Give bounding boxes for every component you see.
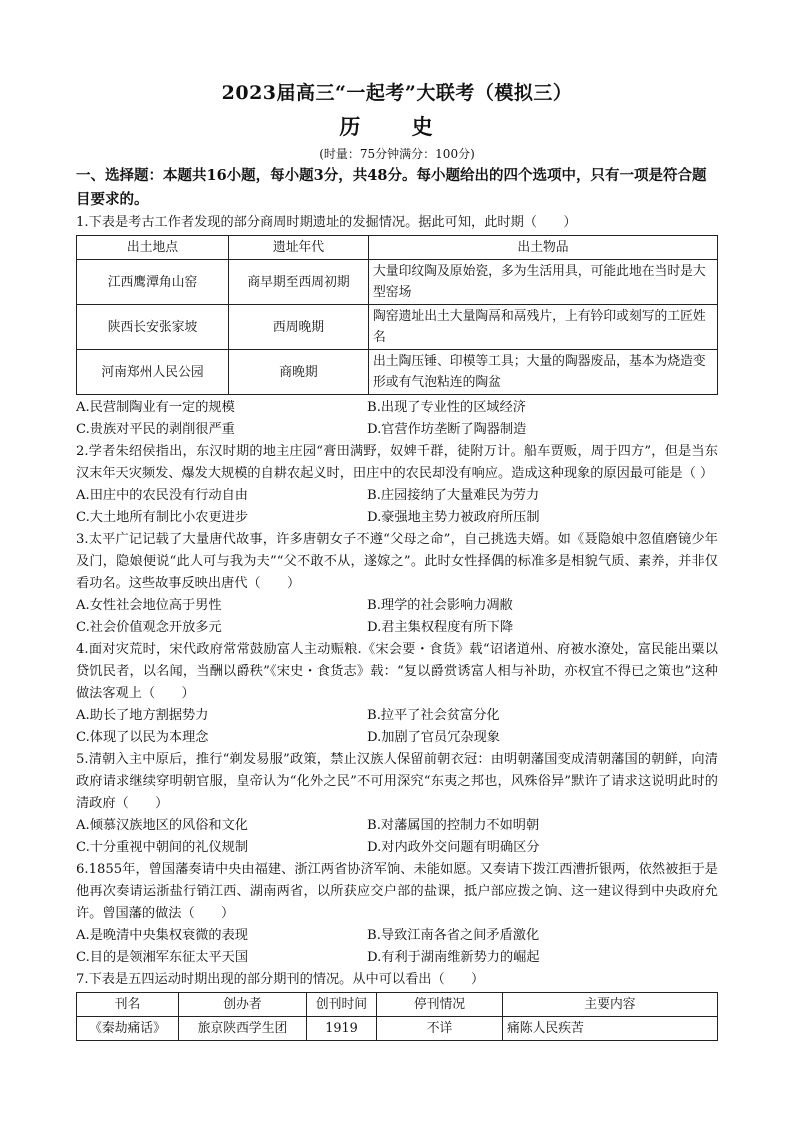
table-header-cell: 创刊时间 xyxy=(307,993,377,1017)
question-stem: 6.1855年，曾国藩奏请中央由福建、浙江两省协济军饷、未能如愿。又奏请下拨江西漕折银两，依然被拒于是他再次奏请运浙盐行销江西、湖南两省，以所获应交户部的盐课，抵户部应拨之饷、这一建议得到中央政府允许。曾国藩的做法（ ） xyxy=(76,862,718,921)
answer-options xyxy=(76,705,718,749)
option-a: A.倾慕汉族地区的风俗和文化 xyxy=(76,818,248,833)
answer-options xyxy=(76,595,718,639)
option-c: C.社会价值观念开放多元 xyxy=(76,620,222,635)
table-header-cell: 出土地点 xyxy=(77,236,229,260)
option-c: C.贵族对平民的剥削很严重 xyxy=(76,422,235,437)
table-cell: 陕西长安张家坡 xyxy=(77,305,229,350)
table-header-cell: 停刊情况 xyxy=(377,993,503,1017)
answer-options xyxy=(76,397,718,441)
table-cell: 陶窑遗址出土大量陶鬲和鬲残片，上有钤印或刻写的工匠姓名 xyxy=(369,305,718,350)
time-info: (时量：75分钟满分：100分) xyxy=(319,147,475,161)
question-stem: 7.下表是五四运动时期出现的部分期刊的情况。从中可以看出（ ） xyxy=(76,972,485,987)
option-c: C.体现了以民为本理念 xyxy=(76,730,209,745)
table-header-cell: 刊名 xyxy=(77,993,179,1017)
table-cell: 西周晚期 xyxy=(229,305,369,350)
subject-title: 历 史 xyxy=(339,114,455,139)
option-b: B.理学的社会影响力凋敝 xyxy=(367,598,513,613)
option-b: B.导致江南各省之间矛盾激化 xyxy=(367,928,540,943)
option-d: D.有利于湖南维新势力的崛起 xyxy=(367,950,540,965)
table-header-cell: 主要内容 xyxy=(503,993,718,1017)
option-a: A.是晚清中央集权衰微的表现 xyxy=(76,928,248,943)
option-d: D.对内政外交问题有明确区分 xyxy=(367,840,540,855)
table-header-row xyxy=(77,236,718,260)
option-a: A.民营制陶业有一定的规模 xyxy=(76,400,235,415)
table-cell: 商早期至西周初期 xyxy=(229,260,369,305)
question-stem: 1.下表是考古工作者发现的部分商周时期遗址的发掘情况。据此可知，此时期（ ） xyxy=(76,215,577,230)
question-stem: 3.太平广记记载了大量唐代故事，许多唐朝女子不遵“父母之命”，自己挑选夫婿。如《聂隐娘中忽值磨镜少年及门，隐娘便说“此人可与我为夫”“父不敢不从，遂嫁之”。此时女性择偶的标准多是相貌气质、素养，并非仅看功名。这些故事反映出唐代（ ） xyxy=(76,532,718,591)
answer-options xyxy=(76,815,718,859)
table-cell: 旅京陕西学生团 xyxy=(179,1017,307,1041)
option-b: B.出现了专业性的区域经济 xyxy=(367,400,526,415)
table-row xyxy=(77,1017,718,1041)
option-a: A.助长了地方割据势力 xyxy=(76,708,209,723)
table-cell: 1919 xyxy=(307,1017,377,1041)
table-header-cell: 出土物品 xyxy=(369,236,718,260)
table-cell: 江西鹰潭角山窑 xyxy=(77,260,229,305)
option-b: B.对藩属国的控制力不如明朝 xyxy=(367,818,540,833)
answer-options xyxy=(76,925,718,969)
option-d: D.豪强地主势力被政府所压制 xyxy=(367,510,540,525)
table-cell: 《秦劫痛话》 xyxy=(77,1017,179,1041)
section-heading: 一、选择题：本题共16小题，每小题3分，共48分。每小题给出的四个选项中，只有一项是符合题目要求的。 xyxy=(76,167,707,208)
option-b: B.拉平了社会贫富分化 xyxy=(367,708,500,723)
option-b: B.庄园接纳了大量难民为劳力 xyxy=(367,488,540,503)
table-row xyxy=(77,305,718,350)
table-cell: 大量印纹陶及原始瓷，多为生活用具，可能此地在当时是大型窑场 xyxy=(369,260,718,305)
table-cell: 出土陶压锤、印模等工具；大量的陶器废品，基本为烧造变形或有气泡粘连的陶盆 xyxy=(369,350,718,395)
answer-options xyxy=(76,485,718,529)
table-cell: 不详 xyxy=(377,1017,503,1041)
option-c: C.目的是领湘军东征太平天国 xyxy=(76,950,249,965)
option-c: C.十分重视中朝间的礼仪规制 xyxy=(76,840,249,855)
table-header-cell: 创办者 xyxy=(179,993,307,1017)
question-stem: 2.学者朱绍侯指出，东汉时期的地主庄园“膏田满野，奴婢千群，徒附万计。船车贾贩，周于四方”，但是当东汉末年天灾频发、爆发大规模的自耕农起义时，田庄中的农民却没有响应。造成这种现象的原因最可能是（ ） xyxy=(76,444,718,481)
exam-title: 2023届高三“一起考”大联考（模拟三） xyxy=(221,82,573,104)
question-table xyxy=(76,235,718,395)
option-d: D.君主集权程度有所下降 xyxy=(367,620,514,635)
option-a: A.女性社会地位高于男性 xyxy=(76,598,222,613)
table-header-row xyxy=(77,993,718,1017)
exam-page xyxy=(76,70,718,1043)
table-header-cell: 遗址年代 xyxy=(229,236,369,260)
table-cell: 商晚期 xyxy=(229,350,369,395)
table-cell: 痛陈人民疾苦 xyxy=(503,1017,718,1041)
question-table xyxy=(76,992,718,1041)
question-stem: 4.面对灾荒时，宋代政府常常鼓励富人主动赈粮.《宋会要・食货》载“诏诸道州、府被水潦处，富民能出粟以贷饥民者，以名闻，当酬以爵秩”《宋史・食货志》载：“复以爵赏诱富人相与补助，亦权宜不得已之策也”这种做法客观上（ ） xyxy=(76,642,718,701)
option-d: D.官营作坊垄断了陶器制造 xyxy=(367,422,527,437)
option-d: D.加剧了官员冗杂现象 xyxy=(367,730,500,745)
option-a: A.田庄中的农民没有行动自由 xyxy=(76,488,248,503)
table-cell: 河南郑州人民公园 xyxy=(77,350,229,395)
table-row xyxy=(77,260,718,305)
question-stem: 5.清朝入主中原后，推行“剃发易服”政策，禁止汉族人保留前朝衣冠：由明朝藩国变成清朝藩国的朝鲜，向清政府请求继续穿明朝官服，皇帝认为“化外之民”不可用深究“东夷之邦也，风殊俗异”默许了请求这说明此时的清政府（ ） xyxy=(76,752,718,811)
option-c: C.大土地所有制比小农更进步 xyxy=(76,510,249,525)
table-row xyxy=(77,350,718,395)
